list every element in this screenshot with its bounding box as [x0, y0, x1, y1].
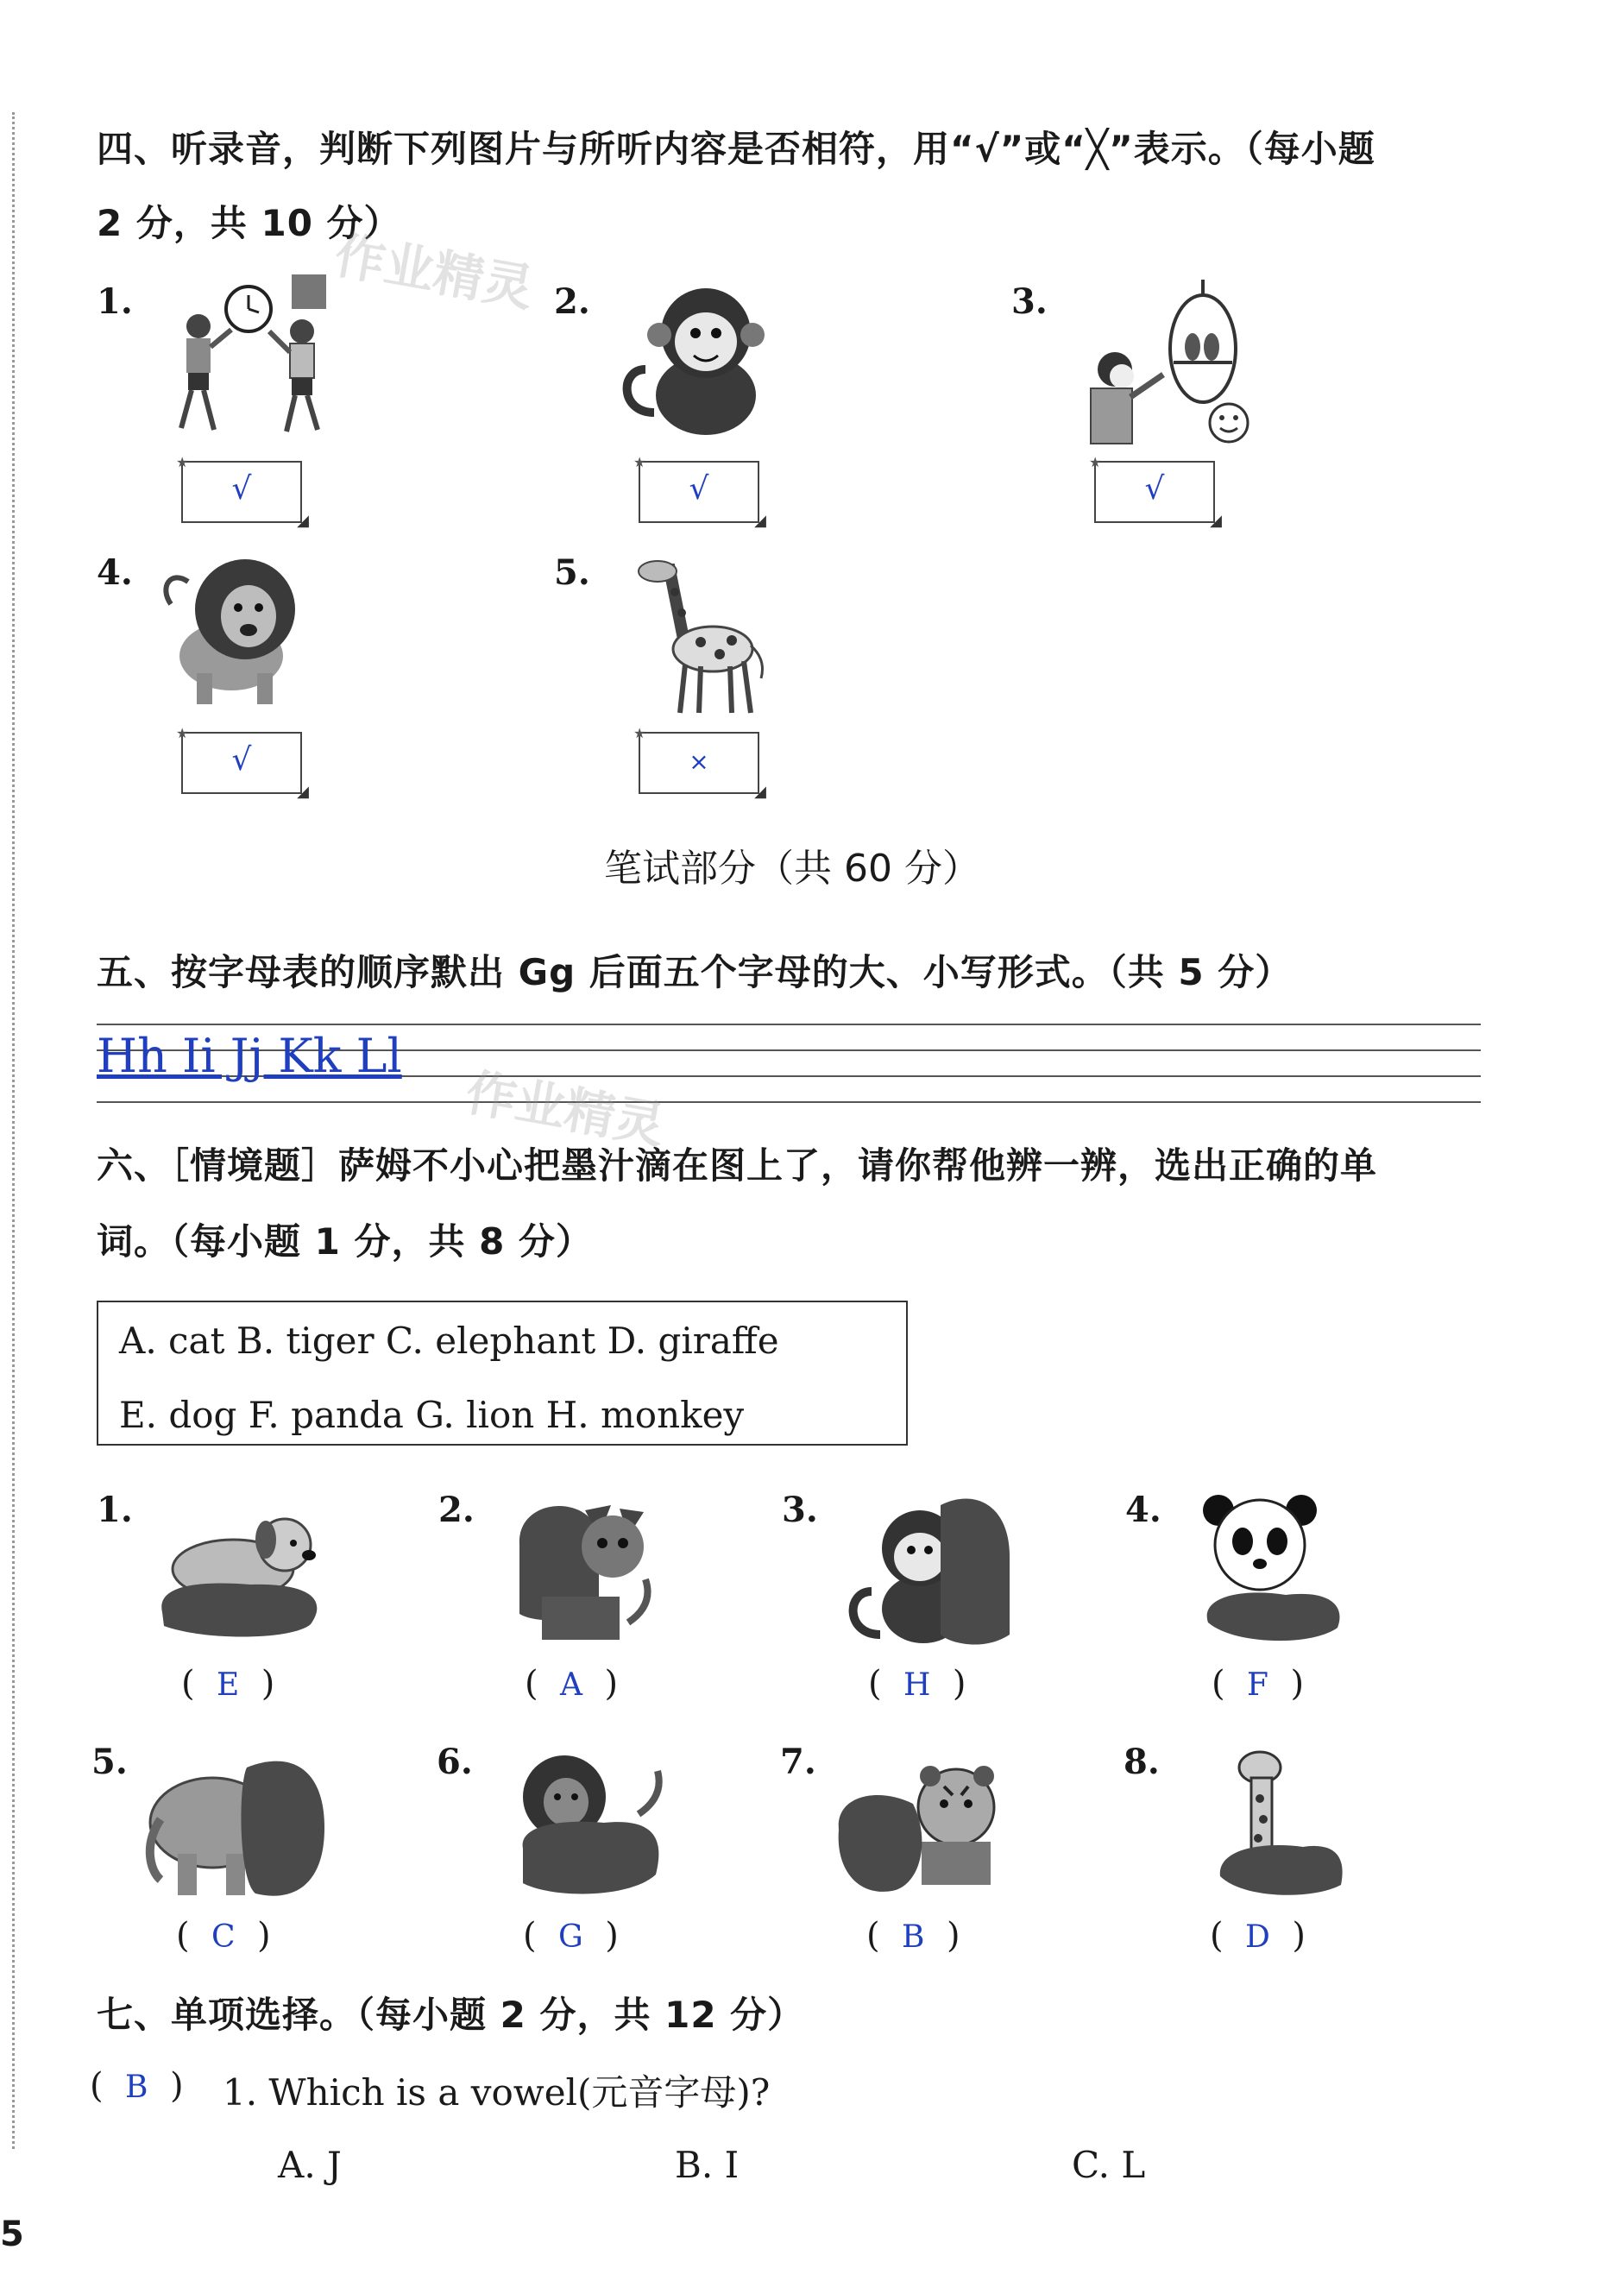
answer-mark: × — [689, 747, 709, 776]
s6-answer-5[interactable]: ( C ) — [176, 1916, 271, 1956]
star-icon: ★ — [633, 454, 646, 470]
written-part-title: 笔试部分（共 60 分） — [604, 847, 980, 891]
pointer-icon: ◢ — [297, 783, 309, 801]
s6-item-5-number: 5. — [91, 1742, 128, 1782]
pointer-icon: ◢ — [754, 783, 766, 801]
s6-answer-4[interactable]: ( F ) — [1212, 1664, 1305, 1704]
s6-item-8-number: 8. — [1124, 1742, 1160, 1782]
pointer-icon: ◢ — [1210, 512, 1222, 530]
s6-answer-7[interactable]: ( B ) — [866, 1916, 960, 1956]
answer-letter: B — [902, 1919, 925, 1955]
answer-letter: C — [211, 1919, 236, 1955]
s4-item-4-number: 4. — [97, 552, 133, 593]
answer-letter: E — [217, 1667, 240, 1703]
s4-item-3-number: 3. — [1011, 281, 1048, 322]
boy-birds-icon — [1073, 280, 1263, 449]
giraffe-icon — [1217, 1747, 1346, 1902]
panda-icon — [1199, 1493, 1346, 1648]
section6-title-line1: 六、［情境题］萨姆不小心把墨汁滴在图上了，请你帮他辨一辨，选出正确的单 — [97, 1144, 1378, 1187]
section4-title-line1: 四、听录音，判断下列图片与所听内容是否相符，用“√”或“╳”表示。（每小题 — [97, 128, 1375, 170]
page-number: 5 — [0, 2215, 24, 2254]
answer-letter: F — [1247, 1667, 1269, 1703]
answer-letter: D — [1245, 1919, 1270, 1955]
answer-letter: A — [560, 1667, 583, 1703]
s6-answer-6[interactable]: ( G ) — [523, 1916, 619, 1956]
elephant-icon — [143, 1750, 333, 1902]
pointer-icon: ◢ — [297, 512, 309, 530]
writing-line — [97, 1101, 1481, 1103]
answer-mark: √ — [689, 471, 709, 507]
dog-icon — [155, 1505, 328, 1643]
cat-icon — [516, 1493, 654, 1648]
star-icon: ★ — [176, 454, 189, 470]
writing-line — [97, 1024, 1481, 1025]
s6-item-6-number: 6. — [437, 1742, 473, 1782]
lion-icon — [518, 1754, 673, 1900]
watermark: 作业精灵 — [330, 225, 538, 318]
s6-answer-1[interactable]: ( E ) — [181, 1664, 275, 1704]
s6-item-3-number: 3. — [782, 1490, 818, 1530]
giraffe-icon — [635, 552, 773, 716]
lion-icon — [162, 552, 318, 708]
s7-q1-option-c[interactable]: C. L — [1072, 2144, 1146, 2186]
s4-answer-box-1[interactable] — [176, 454, 309, 530]
star-icon: ★ — [633, 725, 646, 741]
answer-mark: √ — [1144, 471, 1165, 507]
s6-answer-8[interactable]: ( D ) — [1210, 1916, 1306, 1956]
tiger-icon — [835, 1761, 1017, 1899]
s6-item-2-number: 2. — [438, 1490, 475, 1530]
s6-item-4-number: 4. — [1125, 1490, 1161, 1530]
s4-item-5-number: 5. — [554, 552, 590, 593]
word-bank-row-1: A. cat B. tiger C. elephant D. giraffe — [119, 1320, 779, 1362]
answer-mark: √ — [231, 471, 252, 507]
star-icon: ★ — [176, 725, 189, 741]
s7-q1-text: 1. Which is a vowel(元音字母)? — [223, 2071, 771, 2114]
s6-answer-2[interactable]: ( A ) — [525, 1664, 619, 1704]
s4-item-1-number: 1. — [97, 281, 133, 322]
monkey-icon — [846, 1488, 1018, 1652]
s4-answer-box-2[interactable] — [633, 454, 766, 530]
pointer-icon: ◢ — [754, 512, 766, 530]
s4-answer-box-3[interactable] — [1089, 454, 1222, 530]
answer-letter: H — [903, 1667, 931, 1703]
answer-mark: √ — [231, 742, 252, 778]
s7-q1-answer[interactable]: ( B ) — [90, 2066, 184, 2106]
s4-answer-box-5[interactable] — [633, 725, 766, 801]
section5-answer[interactable]: Hh Ii Jj Kk Ll — [97, 1029, 402, 1083]
word-bank-row-2: E. dog F. panda G. lion H. monkey — [119, 1394, 745, 1436]
section4-title-line2: 2 分，共 10 分） — [97, 202, 401, 244]
s6-item-7-number: 7. — [780, 1742, 816, 1782]
s4-answer-box-4[interactable] — [176, 725, 309, 801]
section7-title: 七、单项选择。（每小题 2 分，共 12 分） — [97, 1994, 805, 2036]
s6-answer-3[interactable]: ( H ) — [868, 1664, 966, 1704]
star-icon: ★ — [1089, 454, 1102, 470]
boys-clock-icon — [147, 274, 337, 438]
s4-item-2-number: 2. — [554, 281, 590, 322]
monkey-icon — [620, 283, 784, 438]
section6-title-line2: 词。（每小题 1 分，共 8 分） — [97, 1220, 593, 1263]
s7-q1-option-a[interactable]: A. J — [278, 2144, 342, 2186]
answer-letter: B — [125, 2070, 148, 2105]
watermark: 作业精灵 — [461, 1062, 670, 1156]
word-bank — [97, 1301, 908, 1446]
s7-q1-option-b[interactable]: B. I — [675, 2144, 740, 2186]
s6-item-1-number: 1. — [97, 1490, 133, 1530]
section5-title: 五、按字母表的顺序默出 Gg 后面五个字母的大、小写形式。（共 5 分） — [97, 951, 1293, 993]
answer-letter: G — [558, 1919, 583, 1955]
binding-margin-line — [12, 112, 15, 2149]
